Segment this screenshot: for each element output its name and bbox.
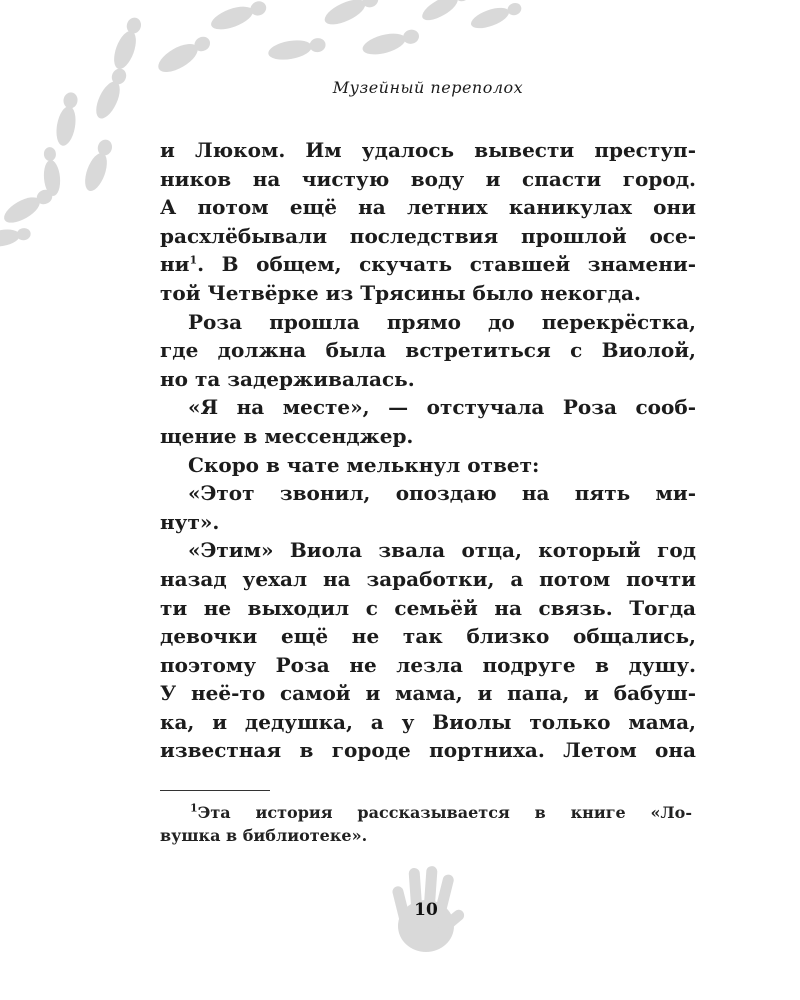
text-line: ка, и дедушка, а у Виолы только мама, bbox=[160, 709, 696, 734]
text-line: и Люком. Им удалось вывести преступ- bbox=[160, 138, 696, 162]
text-line: известная в городе портниха. Летом она bbox=[160, 738, 696, 763]
text-line: А потом ещё на летних каникулах они bbox=[160, 195, 696, 220]
text-line: ти не выходил с семьёй на связь. Тогда bbox=[160, 595, 696, 620]
text-line: ников на чистую воду и спасти город. bbox=[160, 166, 696, 191]
text-line: назад уехал на заработки, а потом почти bbox=[160, 566, 696, 591]
footnote-text: Эта история рассказывается в книге «Ло- bbox=[197, 803, 692, 822]
text-line: расхлёбывали последствия прошлой осе- bbox=[160, 223, 696, 248]
running-header: Музейный переполох bbox=[332, 78, 524, 97]
text-line bbox=[160, 250, 696, 279]
text-line: «Этим» Виола звала отца, который год bbox=[188, 538, 696, 563]
text-line: У неё-то самой и мама, и папа, и бабуш- bbox=[160, 681, 696, 706]
footnote-line bbox=[160, 801, 692, 824]
text-fragment: . В общем, скучать ставшей знамени- bbox=[197, 252, 696, 277]
text-line: щение в мессенджер. bbox=[160, 423, 414, 448]
text-fragment: ни bbox=[160, 252, 190, 277]
footnote-divider bbox=[160, 790, 270, 791]
body-text bbox=[160, 136, 696, 765]
text-line: «Я на месте», — отстучала Роза сооб- bbox=[188, 395, 696, 420]
text-line: где должна была встретиться с Виолой, bbox=[160, 338, 696, 363]
text-line: поэтому Роза не лезла подруге в душу. bbox=[160, 652, 696, 677]
text-line: девочки ещё не так близко общались, bbox=[160, 624, 696, 649]
text-line: нут». bbox=[160, 509, 220, 534]
footnote-line: вушка в библиотеке». bbox=[160, 826, 368, 845]
footnote-marker: 1 bbox=[190, 801, 198, 815]
text-line: «Этот звонил, опоздаю на пять ми- bbox=[188, 481, 696, 506]
text-line: Роза прошла прямо до перекрёстка, bbox=[188, 309, 696, 334]
text-line: той Четвёрке из Трясины было некогда. bbox=[160, 280, 641, 305]
footnote-ref: 1 bbox=[189, 253, 198, 267]
text-line: но та задерживалась. bbox=[160, 366, 415, 391]
footnote bbox=[160, 801, 692, 847]
page-number: 10 bbox=[414, 900, 438, 920]
text-line: Скоро в чате мелькнул ответ: bbox=[188, 452, 540, 477]
